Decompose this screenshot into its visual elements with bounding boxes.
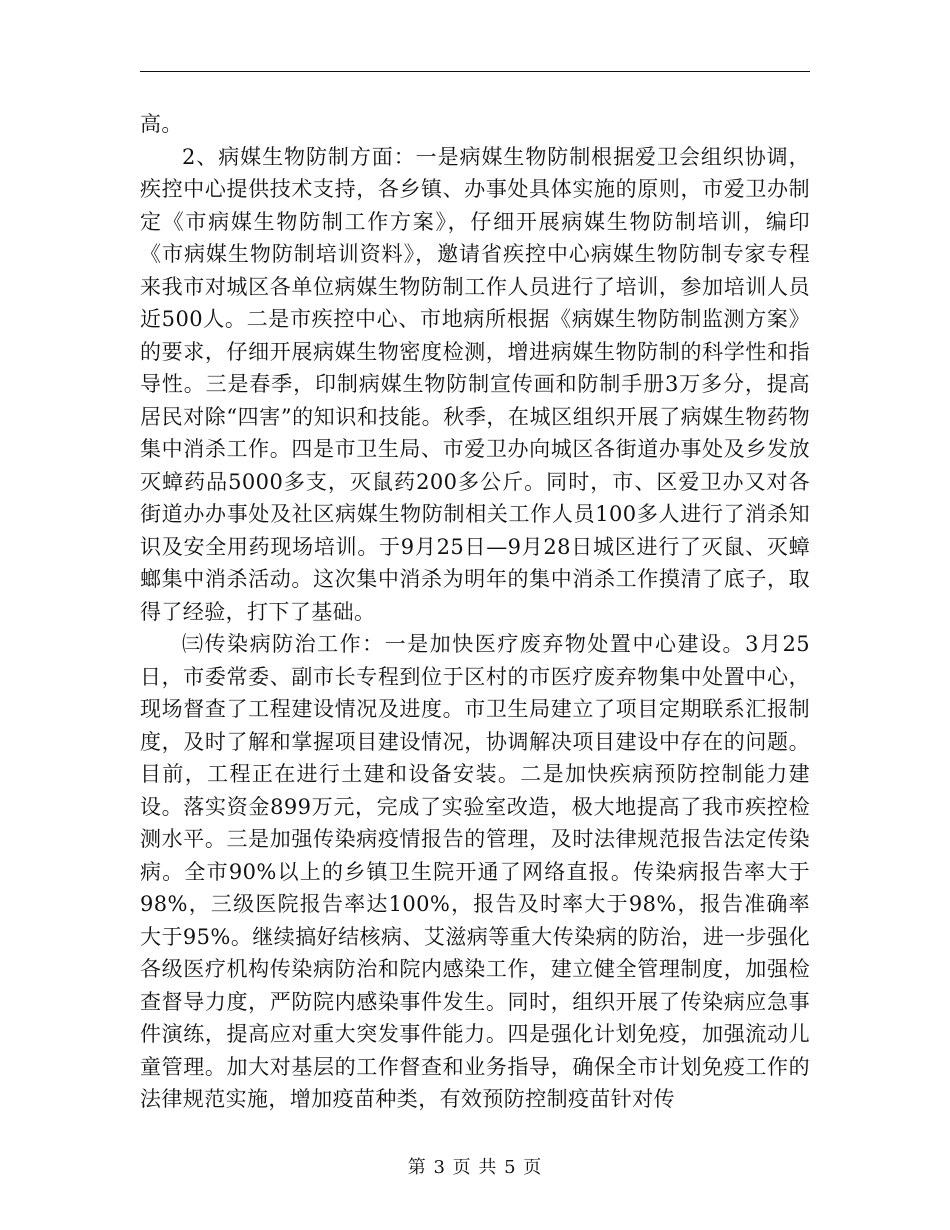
document-body [140, 108, 810, 1116]
page-number: 第 3 页 共 5 页 [407, 1157, 543, 1178]
paragraph-continuation: 高。 [140, 112, 183, 136]
header-rule [140, 71, 810, 72]
paragraph-infectious-disease: ㈢传染病防治工作：一是加快医疗废弃物处置中心建设。3月25日，市委常委、副市长专程到位于区村的市医疗废弃物集中处置中心，现场督查了工程建设情况及进度。市卫生局建立了项目定期联系汇报制度，及时了解和掌握项目建设情况，协调解决项目建设中存在的问题。目前，工程正在进行土建和设备安装。二是加快疾病预防控制能力建设。落实资金899万元，完成了实验室改造，极大地提高了我市疾控检测水平。三是加强传染病疫情报告的管理，及时法律规范报告法定传染病。全市90%以上的乡镇卫生院开通了网络直报。传染病报告率大于98%，三级医院报告率达100%，报告及时率大于98%，报告准确率大于95%。继续搞好结核病、艾滋病等重大传染病的防治，进一步强化各级医疗机构传染病防治和院内感染工作，建立健全管理制度，加强检查督导力度，严防院内感染事件发生。同时，组织开展了传染病应急事件演练，提高应对重大突发事件能力。四是强化计划免疫，加强流动儿童管理。加大对基层的工作督查和业务指导，确保全市计划免疫工作的法律规范实施，增加疫苗种类，有效预防控制疫苗针对传 [140, 632, 810, 1111]
paragraph-vector-control: 2、病媒生物防制方面：一是病媒生物防制根据爱卫会组织协调，疾控中心提供技术支持，各乡镇、办事处具体实施的原则，市爱卫办制定《市病媒生物防制工作方案》，仔细开展病媒生物防制培训，编印《市病媒生物防制培训资料》，邀请省疾控中心病媒生物防制专家专程来我市对城区各单位病媒生物防制工作人员进行了培训，参加培训人员近500人。二是市疾控中心、市地病所根据《病媒生物防制监测方案》的要求，仔细开展病媒生物密度检测，增进病媒生物防制的科学性和指导性。三是春季，印制病媒生物防制宣传画和防制手册3万多分，提高居民对除“四害”的知识和技能。秋季，在城区组织开展了病媒生物药物集中消杀工作。四是市卫生局、市爱卫办向城区各街道办事处及乡发放灭蟑药品5000多支，灭鼠药200多公斤。同时，市、区爱卫办又对各街道办办事处及社区病媒生物防制相关工作人员100多人进行了消杀知识及安全用药现场培训。于9月25日—9月28日城区进行了灭鼠、灭蟑螂集中消杀活动。这次集中消杀为明年的集中消杀工作摸清了底子，取得了经验，打下了基础。 [140, 144, 810, 624]
